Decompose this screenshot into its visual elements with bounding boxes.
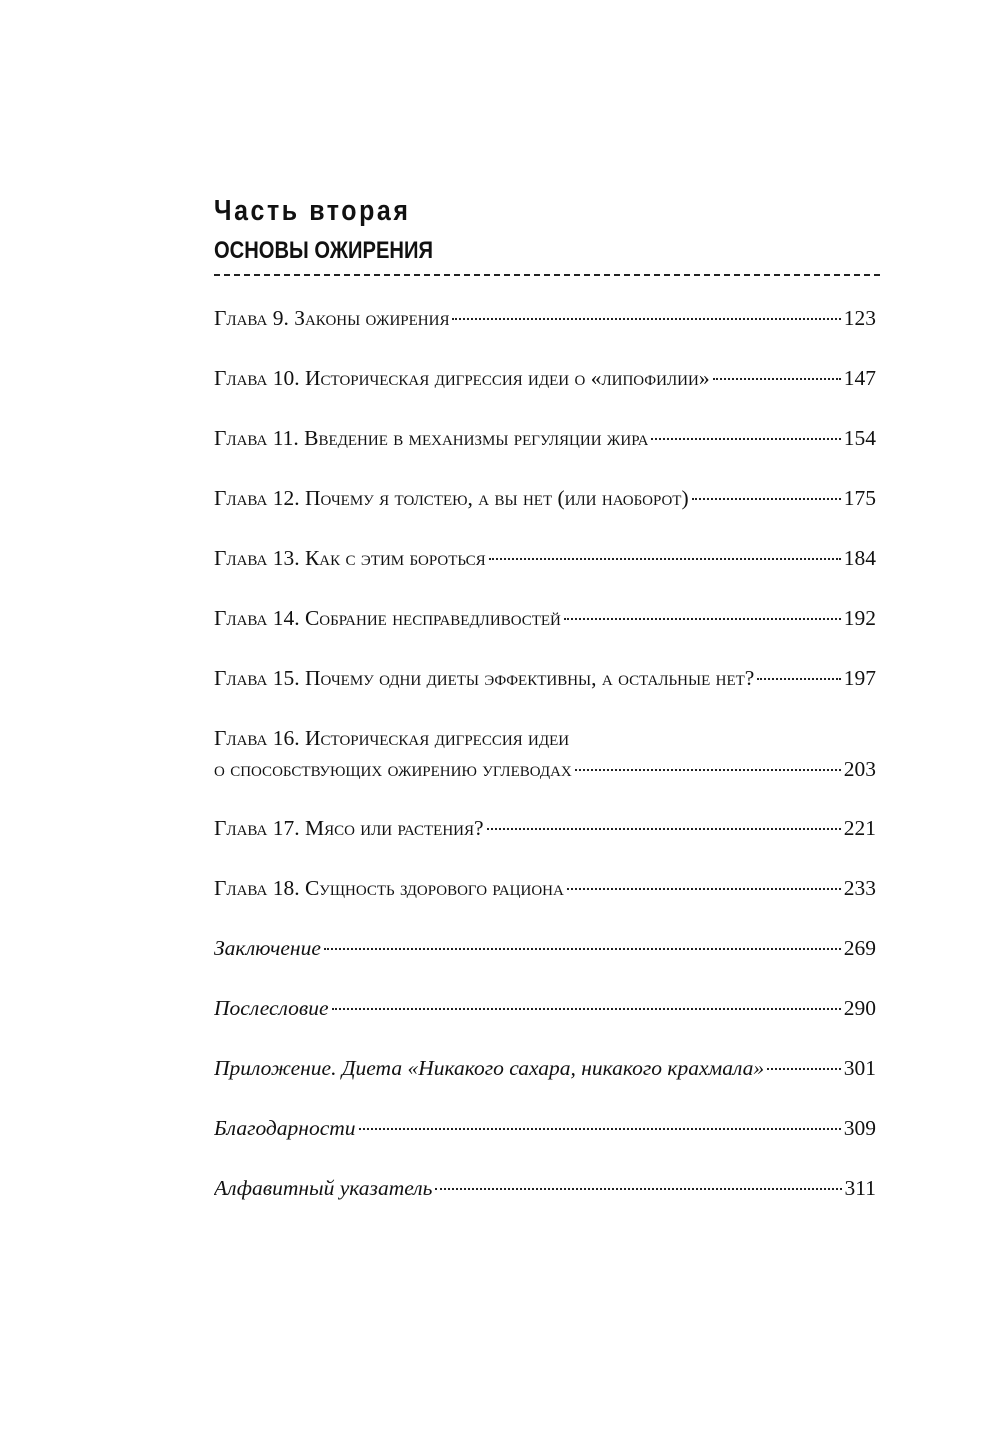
toc-entry-chapter-18 <box>214 873 876 904</box>
toc-entry-page-number: 192 <box>843 606 876 630</box>
dot-leader <box>692 498 841 500</box>
toc-entry-page-number: 184 <box>843 546 876 570</box>
toc-entry-chapter-14 <box>214 603 876 634</box>
toc-entry-title: Глава 14. Собрание несправедливостей <box>214 606 561 630</box>
toc-entry-title: Приложение. Диета «Никакого сахара, никакого крахмала» <box>214 1056 765 1080</box>
toc-entry-page-number: 269 <box>843 936 876 960</box>
toc-entry-page-number: 290 <box>843 996 876 1020</box>
dot-leader <box>324 948 841 950</box>
toc-entry-title: Глава 11. Введение в механизмы регуляции жира <box>214 426 649 450</box>
toc-entry-title: о способствующих ожирению углеводах <box>214 757 572 781</box>
toc-entry-index <box>214 1173 876 1204</box>
toc-entry-chapter-12 <box>214 483 876 514</box>
toc-entry-page-number: 309 <box>843 1116 876 1140</box>
toc-entry-page-number: 221 <box>843 816 876 840</box>
table-of-contents <box>214 303 876 1204</box>
toc-entry-chapter-9 <box>214 303 876 334</box>
toc-entry-title: Послесловие <box>214 996 329 1020</box>
dot-leader <box>359 1128 841 1130</box>
toc-entry-chapter-10 <box>214 363 876 394</box>
toc-entry-title: Глава 10. Историческая дигрессия идеи о «липофилии» <box>214 366 710 390</box>
toc-entry-chapter-15 <box>214 663 876 694</box>
toc-entry-title: Глава 12. Почему я толстею, а вы нет (или наоборот) <box>214 486 689 510</box>
dot-leader <box>452 318 840 320</box>
dot-leader <box>435 1188 841 1190</box>
toc-entry-page-number: 301 <box>843 1056 876 1080</box>
dot-leader <box>713 378 841 380</box>
dot-leader <box>487 828 841 830</box>
toc-entry-title: Благодарности <box>214 1116 356 1140</box>
part-label: Часть вторая <box>214 195 411 227</box>
dot-leader <box>489 558 841 560</box>
dot-leader <box>332 1008 841 1010</box>
toc-entry-afterword <box>214 993 876 1024</box>
toc-entry-title: Глава 17. Мясо или растения? <box>214 816 484 840</box>
toc-entry-page-number: 175 <box>843 486 876 510</box>
dot-leader <box>564 618 841 620</box>
toc-entry-title: Заключение <box>214 936 321 960</box>
dot-leader <box>757 678 840 680</box>
toc-entry-appendix <box>214 1053 876 1084</box>
dashed-divider <box>214 274 880 276</box>
toc-entry-title-line-1: Глава 16. Историческая дигрессия идеи <box>214 726 570 750</box>
dot-leader <box>567 888 841 890</box>
toc-entry-acknowledgements <box>214 1113 876 1144</box>
toc-entry-title: Глава 15. Почему одни диеты эффективны, а остальные нет? <box>214 666 755 690</box>
toc-entry-page-number: 154 <box>843 426 876 450</box>
dot-leader <box>767 1068 841 1070</box>
toc-entry-chapter-16 <box>214 723 876 785</box>
toc-entry-page-number: 311 <box>844 1176 876 1200</box>
toc-entry-title: Глава 18. Сущность здорового рациона <box>214 876 564 900</box>
dot-leader <box>575 769 841 771</box>
toc-entry-chapter-13 <box>214 543 876 574</box>
toc-entry-chapter-17 <box>214 813 876 844</box>
toc-entry-page-number: 203 <box>843 757 876 781</box>
toc-entry-title: Алфавитный указатель <box>214 1176 433 1200</box>
toc-entry-page-number: 147 <box>843 366 876 390</box>
toc-entry-page-number: 123 <box>843 306 876 330</box>
part-title: ОСНОВЫ ОЖИРЕНИЯ <box>214 237 433 264</box>
dot-leader <box>651 438 840 440</box>
toc-entry-page-number: 197 <box>843 666 876 690</box>
toc-entry-page-number: 233 <box>843 876 876 900</box>
toc-entry-conclusion <box>214 933 876 964</box>
toc-entry-title: Глава 9. Законы ожирения <box>214 306 450 330</box>
toc-entry-title: Глава 13. Как с этим бороться <box>214 546 486 570</box>
toc-entry-chapter-11 <box>214 423 876 454</box>
